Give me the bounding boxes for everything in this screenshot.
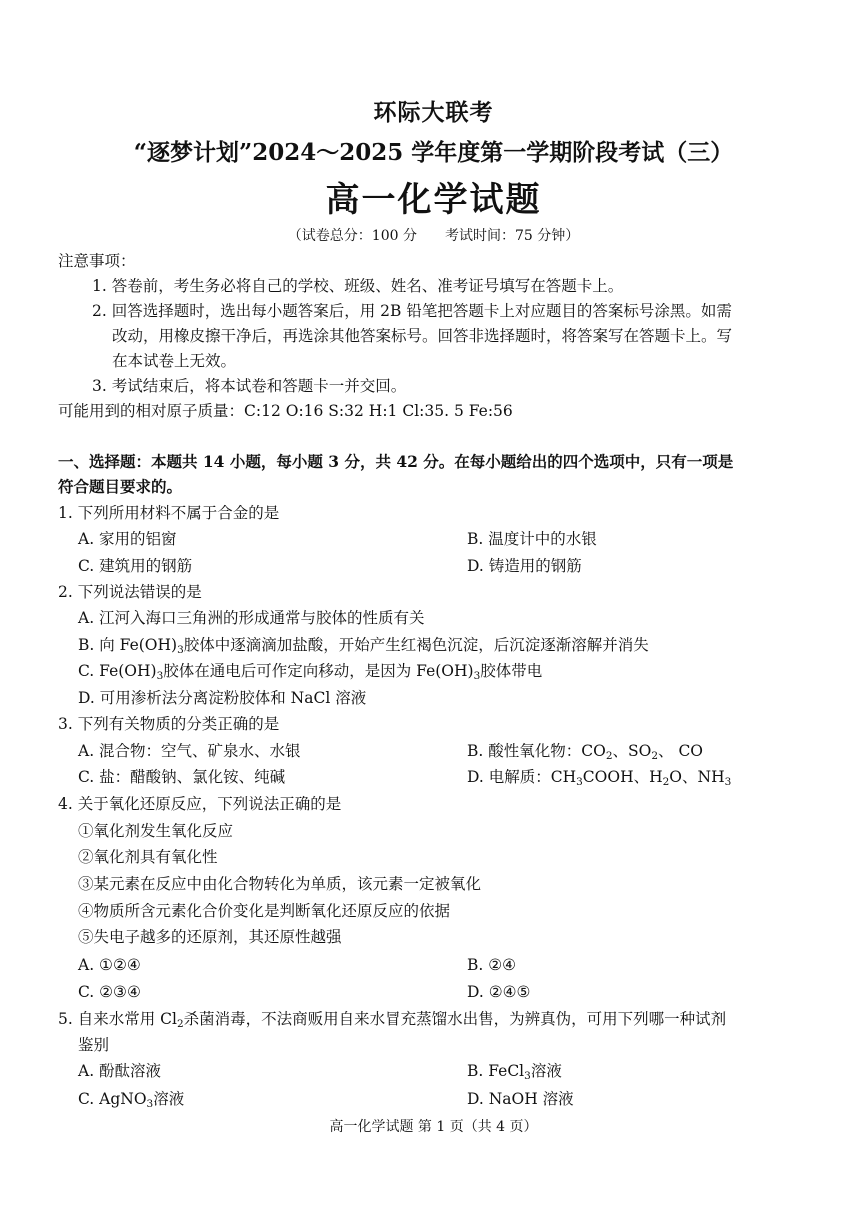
q4-statement-3: ③某元素在反应中由化合物转化为单质，该元素一定被氧化 [78,875,482,893]
atomic-mass-line: 可能用到的相对原子质量：C:12 O:16 S:32 H:1 Cl:35. 5 Fe:56 [58,402,513,420]
exam-series-title: 环际大联考 [373,99,494,126]
q2-option-c: C. $Fe(OH)_3$胶体在通电后可作定向移动，是因为 $Fe(OH)_3$胶体带电 [78,662,543,682]
q5-option-d: D. NaOH 溶液 [467,1090,574,1108]
q5-option-b: B. FeCl$_3$溶液 [467,1062,562,1082]
q5-option-c: C. AgNO$_3$溶液 [78,1090,185,1110]
q2-stem: 2. 下列说法错误的是 [58,583,202,601]
q3-option-b: B. 酸性氧化物：$CO_2$、$SO_2$、 CO [467,742,704,762]
q1-option-d: D. 铸造用的钢筋 [467,557,582,575]
section-1-heading-line-1: 一、选择题：本题共 14 小题，每小题 3 分，共 42 分。在每小题给出的四个选项中，只有一项是 [58,452,734,471]
exam-time: 考试时间：75 分钟） [444,228,580,244]
q4-option-a: A. ①②④ [78,956,141,974]
q4-stem: 4. 关于氧化还原反应，下列说法正确的是 [58,795,342,813]
exam-meta [0,225,867,245]
note-2-line-2: 改动，用橡皮擦干净后，再选涂其他答案标号。回答非选择题时，将答案写在答题卡上。写 [112,327,733,345]
note-1: 1. 答卷前，考生务必将自己的学校、班级、姓名、准考证号填写在答题卡上。 [92,277,624,295]
q3-stem: 3. 下列有关物质的分类正确的是 [58,715,280,733]
q2-option-d: D. 可用渗析法分离淀粉胶体和 NaCl 溶液 [78,689,367,707]
q4-statement-4: ④物质所含元素化合价变化是判断氧化还原反应的依据 [78,902,451,920]
note-2-line-3: 在本试卷上无效。 [112,352,237,370]
page-footer: 高一化学试题 第 1 页（共 4 页） [329,1119,538,1135]
section-1-heading-line-2: 符合题目要求的。 [58,477,183,496]
q3-option-d: D. 电解质：$CH_3COOH$、$H_2O$、$NH_3$ [467,768,732,788]
q2-option-b: B. 向 $Fe(OH)_3$胶体中逐滴滴加盐酸，开始产生红褐色沉淀，后沉淀逐渐溶解并消失 [78,636,649,656]
exam-term-title: “逐梦计划”2024～2025 学年度第一学期阶段考试（三） [133,139,734,166]
q2-option-a: A. 江河入海口三角洲的形成通常与胶体的性质有关 [78,609,425,627]
notes-heading: 注意事项： [58,252,136,270]
q4-statement-2: ②氧化剂具有氧化性 [78,848,218,866]
q4-statement-5: ⑤失电子越多的还原剂，其还原性越强 [78,928,342,946]
q5-option-a: A. 酚酞溶液 [78,1062,162,1080]
q1-stem: 1. 下列所用材料不属于合金的是 [58,504,280,522]
q4-option-b: B. ②④ [467,956,517,974]
q5-stem-line-1: 5. 自来水常用 $Cl_2$杀菌消毒，不法商贩用自来水冒充蒸馏水出售，为辨真伪，可用下列哪一种试剂 [58,1010,727,1030]
q4-statement-1: ①氧化剂发生氧化反应 [78,822,234,840]
q4-option-c: C. ②③④ [78,983,141,1001]
total-score: （试卷总分：100 分 [287,228,417,244]
q1-option-c: C. 建筑用的钢筋 [78,557,193,575]
q3-option-c: C. 盐：醋酸钠、氯化铵、纯碱 [78,768,286,786]
q1-option-b: B. 温度计中的水银 [467,530,597,548]
exam-subject-title: 高一化学试题 [325,180,542,220]
q3-option-a: A. 混合物：空气、矿泉水、水银 [78,742,301,760]
q5-stem-line-2: 鉴别 [78,1036,110,1054]
q4-option-d: D. ②④⑤ [467,983,531,1001]
q1-option-a: A. 家用的铝窗 [78,530,177,548]
note-3: 3. 考试结束后，将本试卷和答题卡一并交回。 [92,377,407,395]
note-2-line-1: 2. 回答选择题时，选出每小题答案后，用 2B 铅笔把答题卡上对应题目的答案标号涂黑。如需 [92,302,732,320]
